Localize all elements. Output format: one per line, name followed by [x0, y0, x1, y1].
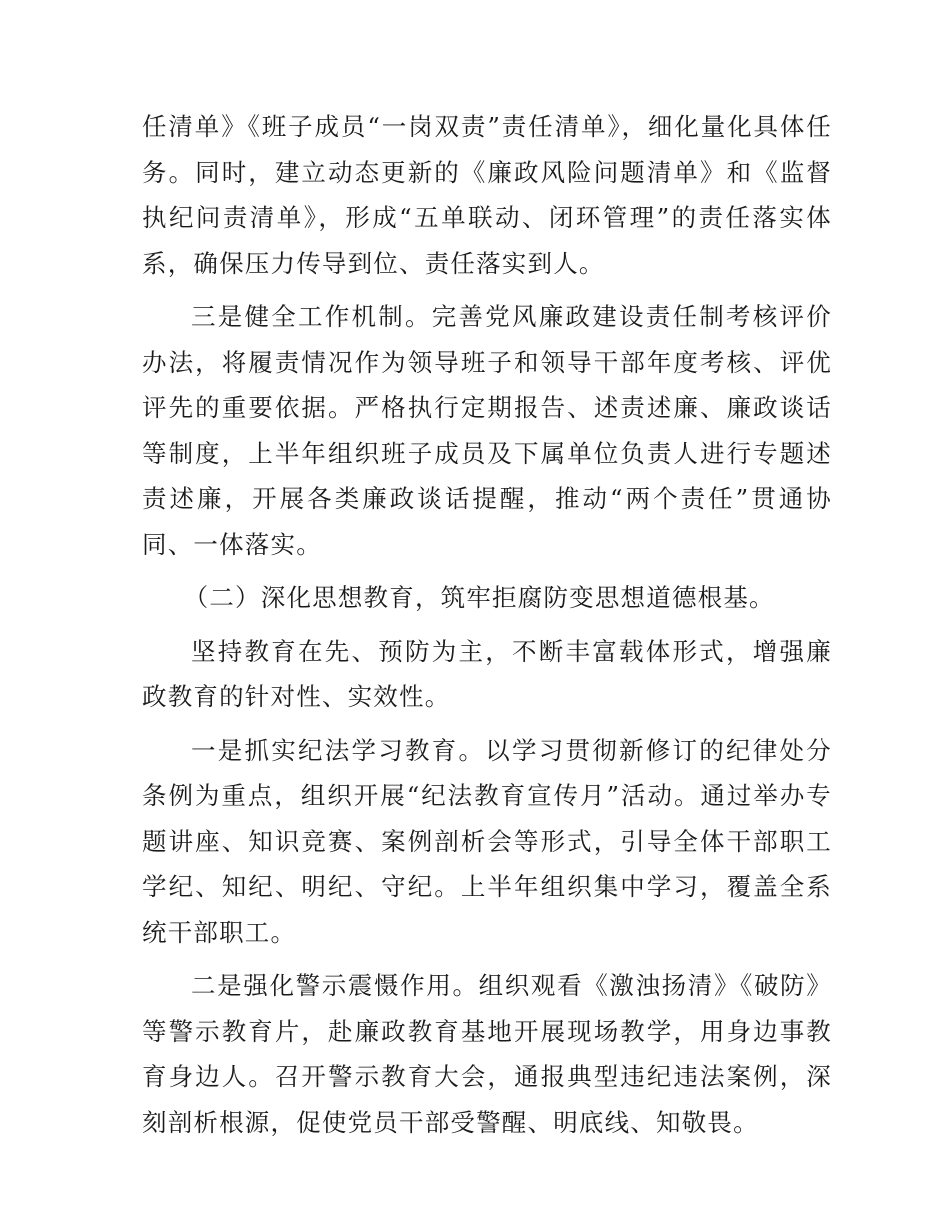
paragraph-continuation: 任清单》《班子成员“一岗双责”责任清单》，细化量化具体任务。同时，建立动态更新的《廉政风险问题清单》和《监督执纪问责清单》，形成“五单联动、闭环管理”的责任落实体系，确保压力传导到位、责任落实到人。 [142, 112, 832, 278]
paragraph-discipline-study: 一是抓实纪法学习教育。以学习贯彻新修订的纪律处分条例为重点，组织开展“纪法教育宣传月”活动。通过举办专题讲座、知识竞赛、案例剖析会等形式，引导全体干部职工学纪、知纪、明纪、守纪。上半年组织集中学习，覆盖全系统干部职工。 [142, 735, 832, 947]
section-heading-ideological-education: （二）深化思想教育，筑牢拒腐防变思想道德根基。 [183, 583, 775, 612]
paragraph-work-mechanism: 三是健全工作机制。完善党风廉政建设责任制考核评价办法，将履责情况作为领导班子和领导干部年度考核、评优评先的重要依据。严格执行定期报告、述责述廉、廉政谈话等制度，上半年组织班子成员及下属单位负责人进行专题述责述廉，开展各类廉政谈话提醒，推动“两个责任”贯通协同、一体落实。 [142, 302, 832, 559]
paragraph-warning-education: 二是强化警示震慑作用。组织观看《激浊扬清》《破防》等警示教育片，赴廉政教育基地开展现场教学，用身边事教育身边人。召开警示教育大会，通报典型违纪违法案例，深刻剖析根源，促使党员干部受警醒、明底线、知敬畏。 [142, 971, 832, 1137]
document-body [142, 104, 832, 1153]
paragraph-education-overview: 坚持教育在先、预防为主，不断丰富载体形式，增强廉政教育的针对性、实效性。 [142, 636, 832, 711]
